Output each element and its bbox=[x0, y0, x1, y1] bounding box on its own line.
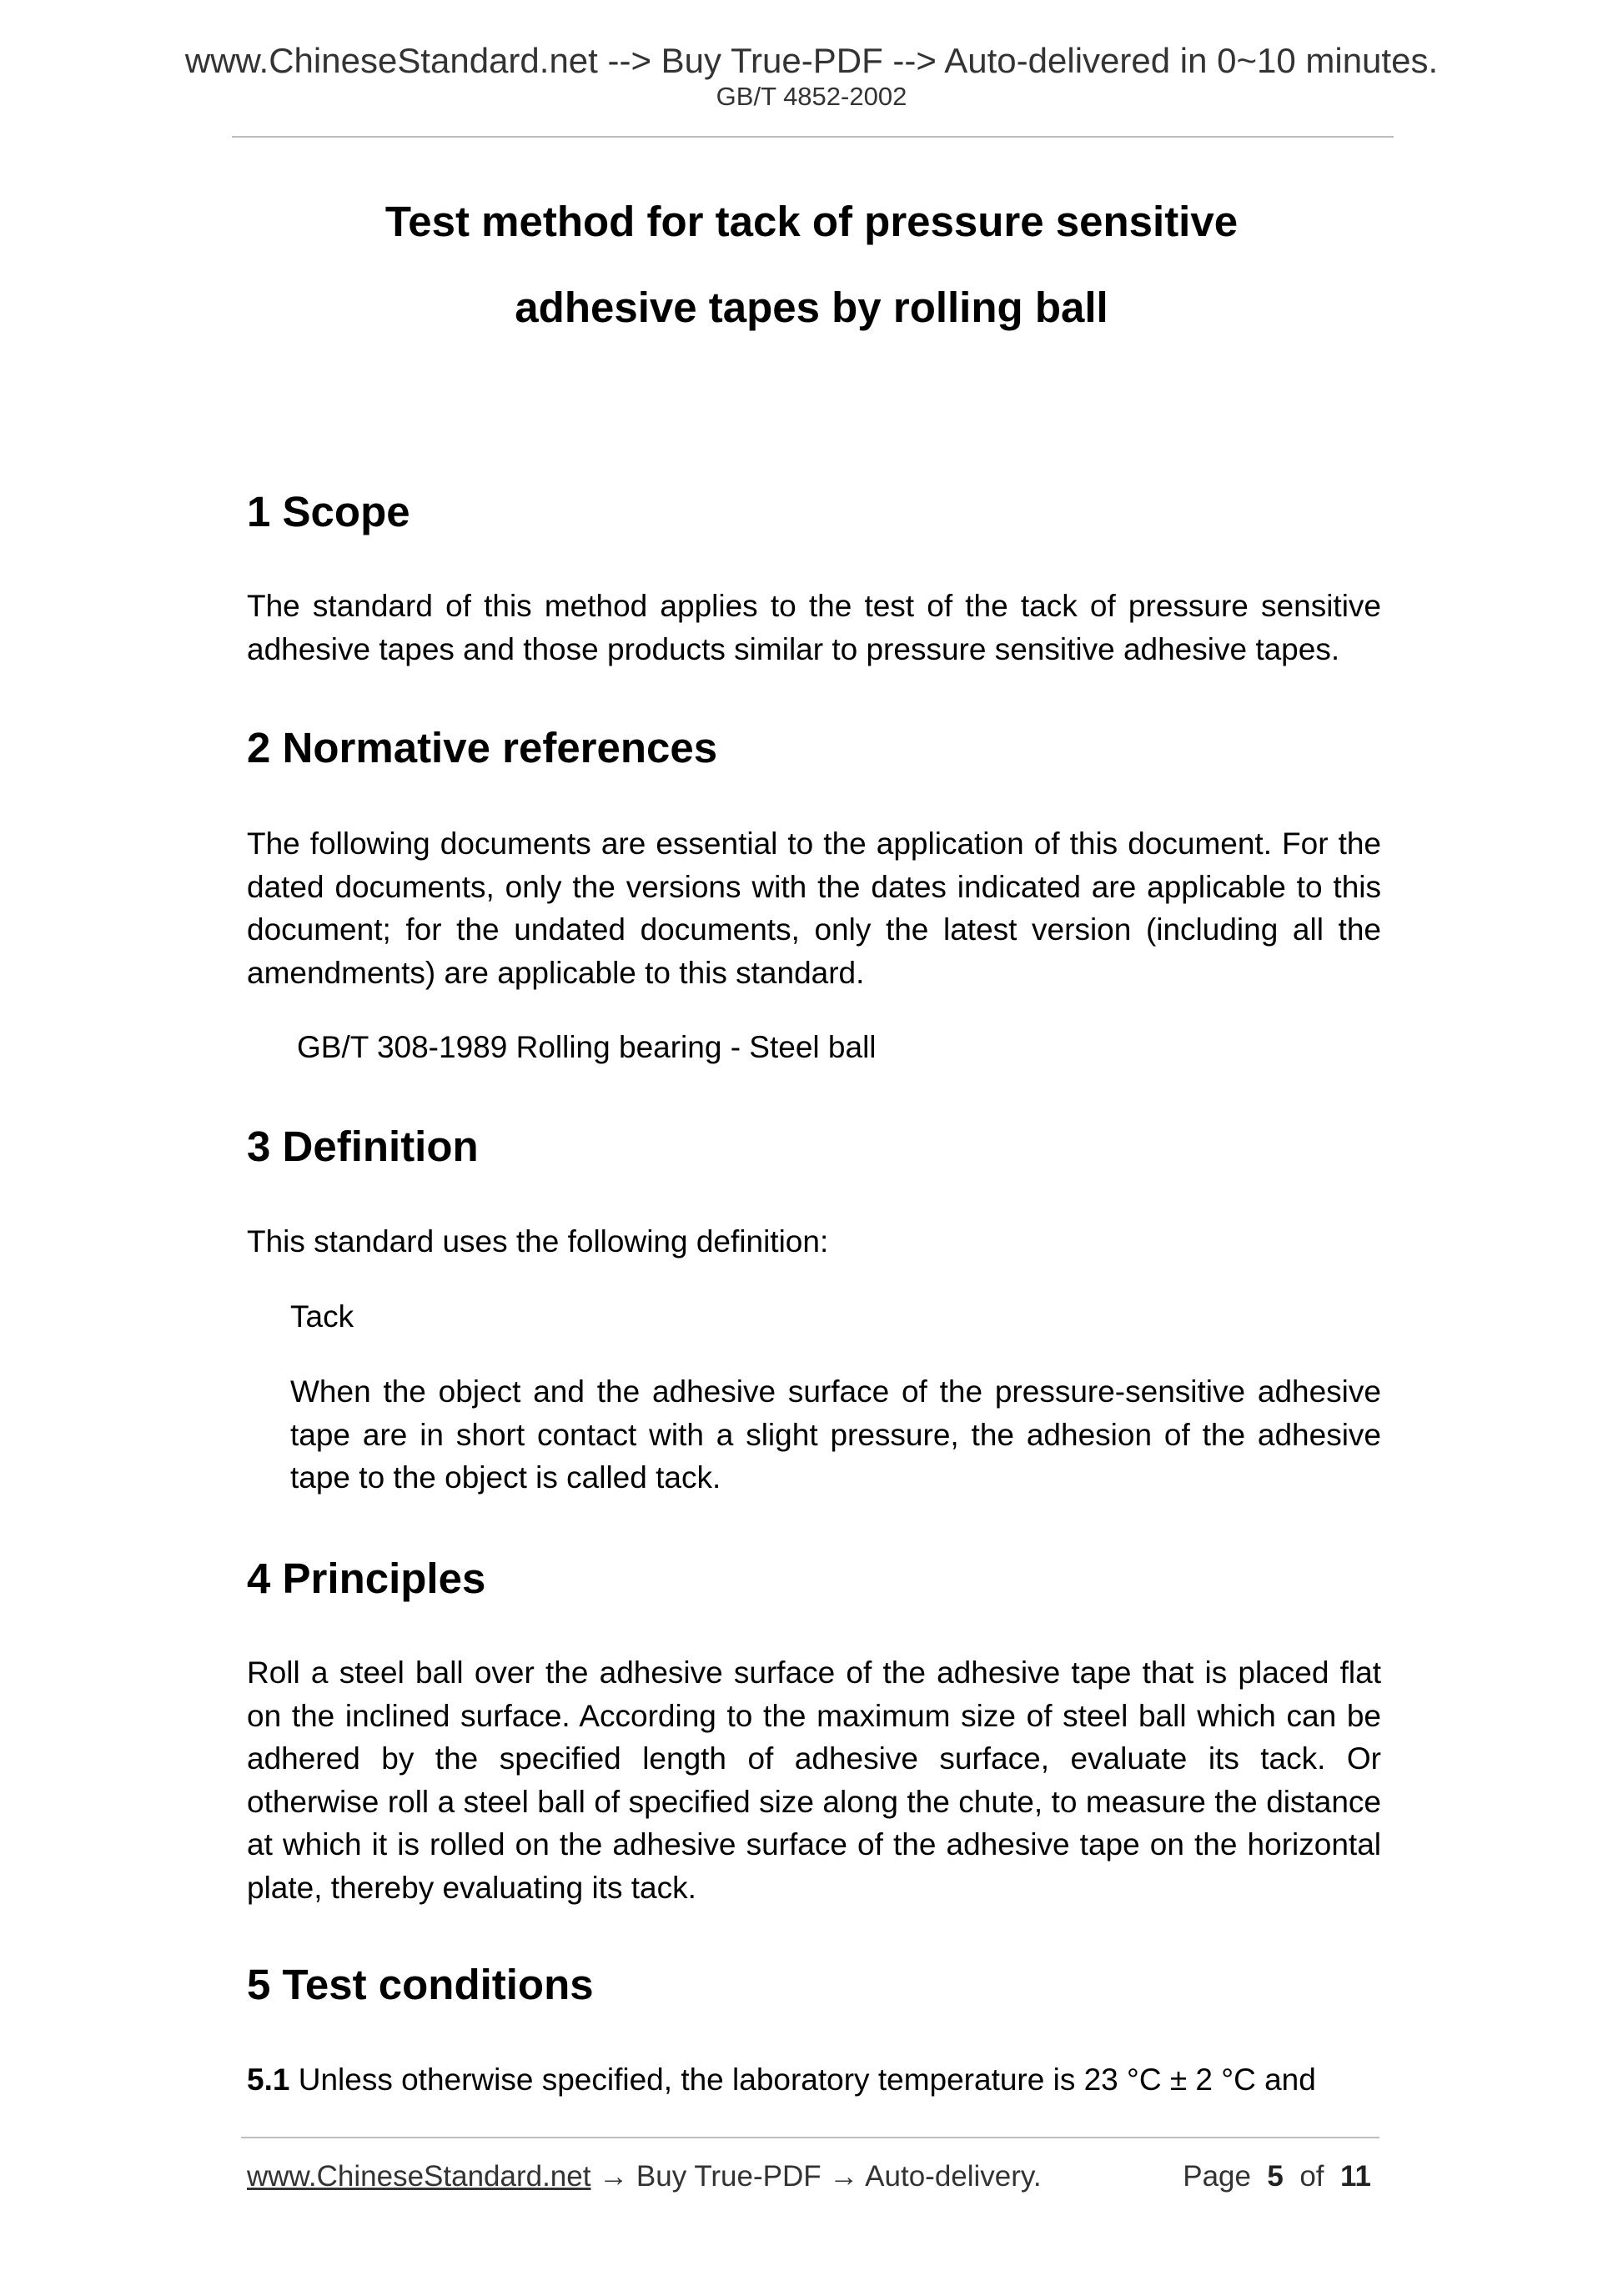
page-word: Page bbox=[1183, 2160, 1251, 2193]
header-divider bbox=[232, 136, 1394, 138]
scope-paragraph: The standard of this method applies to the test of the tack of pressure sensitive adhesive tapes and those products similar to pressure sensitive adhesive tapes. bbox=[247, 589, 1381, 666]
section-heading-references: 2 Normative references bbox=[247, 724, 718, 771]
section-heading-definition: 3 Definition bbox=[247, 1123, 479, 1170]
document-id: GB/T 4852-2002 bbox=[716, 82, 907, 111]
of-word: of bbox=[1299, 2160, 1324, 2193]
document-title-line-2: adhesive tapes by rolling ball bbox=[515, 284, 1108, 331]
top-banner: www.ChineseStandard.net --> Buy True-PDF --> Auto-delivered in 0~10 minutes. bbox=[184, 41, 1439, 80]
section-heading-scope: 1 Scope bbox=[247, 488, 410, 535]
section-heading-test-conditions: 5 Test conditions bbox=[247, 1961, 594, 2008]
clause-number: 5.1 bbox=[247, 2062, 290, 2097]
reference-item: GB/T 308-1989 Rolling bearing - Steel ball bbox=[297, 1030, 877, 1064]
references-paragraph: The following documents are essential to the application of this document. For the dated documents, only the versions with the dates indicated are applicable to this document; for the undated documents, only the latest version (including all the amendments) are applicable to this standard. bbox=[247, 826, 1381, 990]
clause-text: Unless otherwise specified, the laboratory temperature is 23 °C ± 2 °C and bbox=[289, 2062, 1316, 2097]
page-footer bbox=[247, 2162, 1379, 2191]
definition-intro: This standard uses the following definition: bbox=[247, 1224, 829, 1259]
definition-text: When the object and the adhesive surface of the pressure-sensitive adhesive tape are in short contact with a slight pressure, the adhesion of the adhesive tape to the object is called tack. bbox=[290, 1374, 1381, 1495]
section-heading-principles: 4 Principles bbox=[247, 1555, 486, 1602]
page-indicator bbox=[1183, 2162, 1371, 2191]
footer-website-link[interactable]: www.ChineseStandard.net bbox=[247, 2160, 591, 2193]
definition-term: Tack bbox=[290, 1299, 354, 1334]
principles-paragraph: Roll a steel ball over the adhesive surface of the adhesive tape that is placed flat on the inclined surface. According to the maximum size of steel ball which can be adhered by the specified length of adhesive surface, evaluate its tack. Or otherwise roll a steel ball of specified size along the chute, to measure the distance at which it is rolled on the adhesive surface of the adhesive tape on the horizontal plate, thereby evaluating its tack. bbox=[247, 1655, 1381, 1905]
total-pages: 11 bbox=[1340, 2160, 1371, 2193]
document-title-line-1: Test method for tack of pressure sensitive bbox=[384, 198, 1239, 245]
footer-divider bbox=[241, 2137, 1379, 2138]
footer-tagline: → Buy True-PDF → Auto-delivery. bbox=[590, 2160, 1042, 2193]
current-page-number: 5 bbox=[1267, 2160, 1284, 2193]
clause-5-1 bbox=[247, 2058, 1381, 2102]
